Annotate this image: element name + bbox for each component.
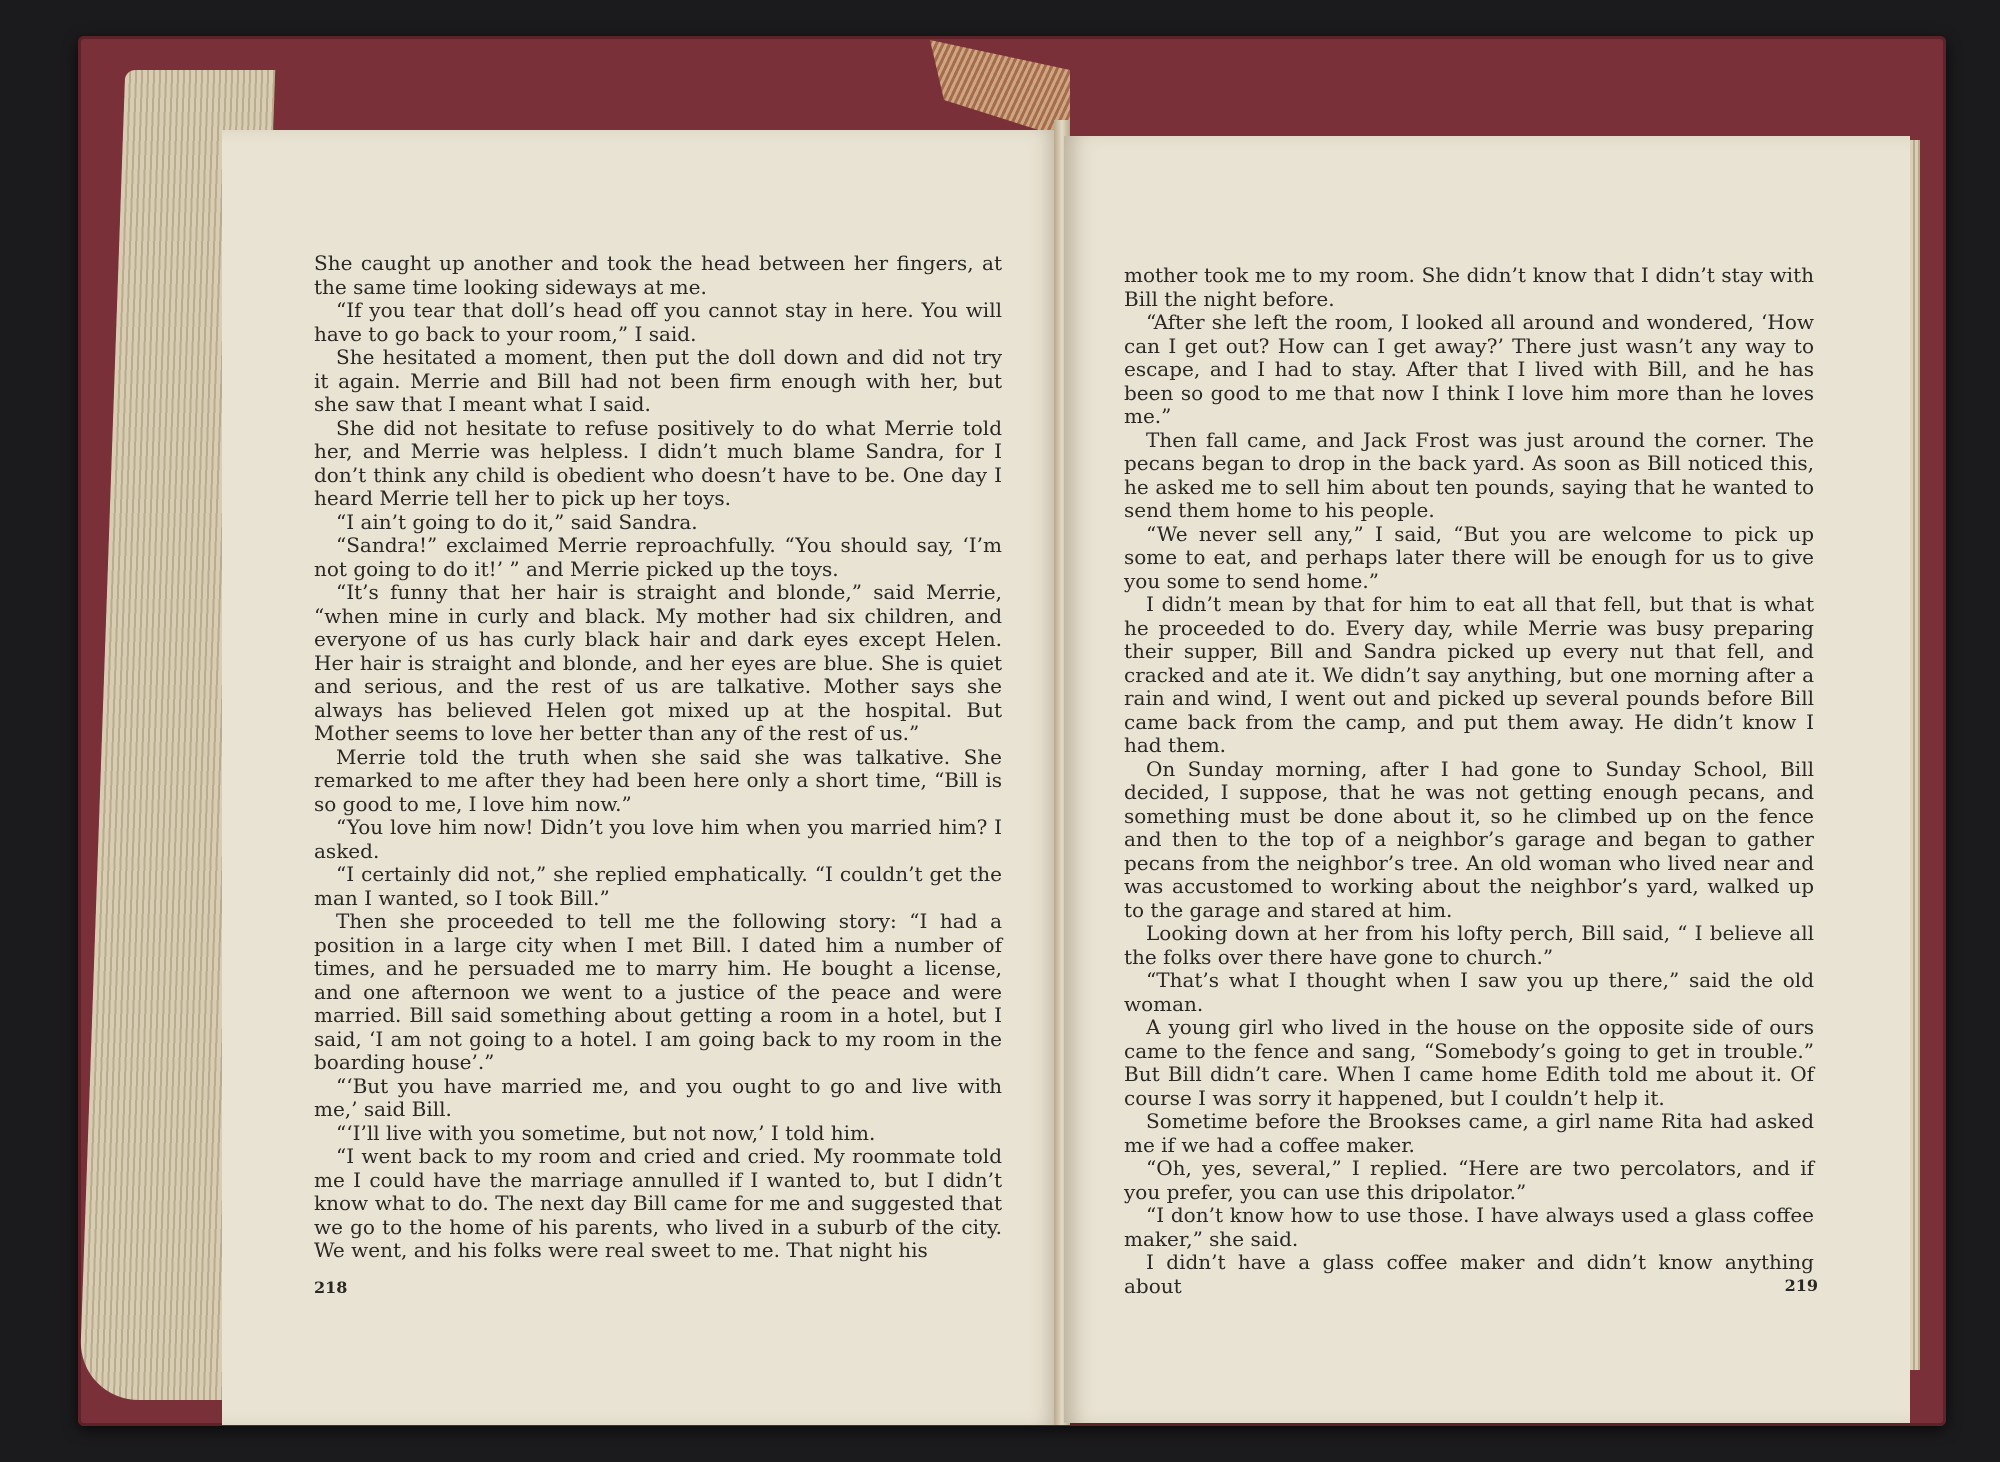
paragraph: “If you tear that doll’s head off you cannot stay in here. You will have to go back to your room,” I said. bbox=[314, 298, 1002, 346]
paragraph: She did not hesitate to refuse positively to do what Merrie told her, and Merrie was helpless. I didn’t much blame Sandra, for I don’t think any child is obedient who doesn’t have to be. One day I heard Merrie tell her to pick up her toys. bbox=[314, 415, 1002, 510]
paragraph: On Sunday morning, after I had gone to Sunday School, Bill decided, I suppose, that he was not getting enough pecans, and something must be done about it, so he climbed up on the fence and then to the top of a neighbor’s garage and began to gather pecans from the neighbor’s tree. An old woman who lived near and was accustomed to working about the neighbor’s yard, walked up to the garage and stared at him. bbox=[1124, 756, 1814, 922]
paragraph: “I went back to my room and cried and cried. My roommate told me I could have the marriage annulled if I wanted to, but I didn’t know what to do. The next day Bill came for me and suggested that we go to the home of his parents, who lived in a suburb of the city. We went, and his folks were real sweet to me. That night his bbox=[314, 1144, 1002, 1262]
paragraph: “‘But you have married me, and you ought to go and live with me,’ said Bill. bbox=[314, 1073, 1002, 1121]
paragraph: Then fall came, and Jack Frost was just around the corner. The pecans began to drop in the back yard. As soon as Bill noticed this, he asked me to sell him about ten pounds, saying that he wanted to send them home to his people. bbox=[1124, 427, 1814, 522]
paragraph: “Oh, yes, several,” I replied. “Here are two percolators, and if you prefer, you can use this dripolator.” bbox=[1124, 1156, 1814, 1204]
paragraph: “We never sell any,” I said, “But you are welcome to pick up some to eat, and perhaps later there will be enough for us to give you some to send home.” bbox=[1124, 521, 1814, 593]
left-page bbox=[222, 130, 1060, 1425]
paragraph: Merrie told the truth when she said she was talkative. She remarked to me after they had been here only a short time, “Bill is so good to me, I love him now.” bbox=[314, 744, 1002, 816]
paragraph: She caught up another and took the head between her fingers, at the same time looking sideways at me. bbox=[314, 251, 1002, 299]
paragraph: “‘I’ll live with you sometime, but not now,’ I told him. bbox=[336, 1120, 876, 1145]
paragraph: She hesitated a moment, then put the doll down and did not try it again. Merrie and Bill had not been firm enough with her, but she saw that I meant what I said. bbox=[314, 345, 1002, 416]
paragraph: A young girl who lived in the house on the opposite side of ours came to the fence and sang, “Somebody’s going to get in trouble.” But Bill didn’t care. When I came home Edith told me about it. Of course I was sorry it happened, but I couldn’t help it. bbox=[1124, 1015, 1814, 1110]
page-number-right: 219 bbox=[1784, 1275, 1818, 1295]
right-page bbox=[1064, 136, 1910, 1423]
paragraph: I didn’t mean by that for him to eat all that fell, but that is what he proceeded to do. Every day, while Merrie was busy preparing their supper, Bill and Sandra picked up every nut that fell, and cracked and ate it. We didn’t say anything, but one morning after a rain and wind, I went out and picked up several pounds before Bill came back from the camp, and put them away. He didn’t know I had them. bbox=[1124, 592, 1814, 757]
paragraph: mother took me to my room. She didn’t know that I didn’t stay with Bill the night before. bbox=[1124, 263, 1814, 311]
paragraph: Sometime before the Brookses came, a girl name Rita had asked me if we had a coffee maker. bbox=[1124, 1109, 1814, 1157]
paragraph: “It’s funny that her hair is straight and blonde,” said Merrie, “when mine in curly and black. My mother had six children, and everyone of us has curly black hair and dark eyes except Helen. Her hair is straight and blonde, and her eyes are blue. She is quiet and serious, and the rest of us are talkative. Mother says she always has believed Helen got mixed up at the hospital. But Mother seems to love her better than any of the rest of us.” bbox=[314, 580, 1002, 745]
page-number-left: 218 bbox=[314, 1277, 348, 1297]
paragraph: “Sandra!” exclaimed Merrie reproachfully. “You should say, ‘I’m not going to do it!’ ” and Merrie picked up the toys. bbox=[314, 533, 1002, 581]
paragraph: I didn’t have a glass coffee maker and didn’t know anything about bbox=[1124, 1250, 1814, 1298]
paragraph: “You love him now! Didn’t you love him when you married him? I asked. bbox=[314, 815, 1002, 863]
paragraph: “I ain’t going to do it,” said Sandra. bbox=[336, 509, 698, 534]
paragraph: “I certainly did not,” she replied emphatically. “I couldn’t get the man I wanted, so I took Bill.” bbox=[314, 862, 1002, 910]
paragraph: Then she proceeded to tell me the following story: “I had a position in a large city when I met Bill. I dated him a number of times, and he persuaded me to marry him. He bought a license, and one afternoon we went to a justice of the peace and were married. Bill said something about getting a room in a hotel, but I said, ‘I am not going to a hotel. I am going back to my room in the boarding house’.” bbox=[314, 909, 1002, 1074]
paragraph: “That’s what I thought when I saw you up there,” said the old woman. bbox=[1124, 968, 1814, 1016]
paragraph: “I don’t know how to use those. I have always used a glass coffee maker,” she said. bbox=[1124, 1203, 1814, 1251]
paragraph: Looking down at her from his lofty perch, Bill said, “ I believe all the folks over there have gone to church.” bbox=[1124, 921, 1814, 969]
paragraph: “After she left the room, I looked all around and wondered, ‘How can I get out? How can I get away?’ There just wasn’t any way to escape, and I had to stay. After that I lived with Bill, and he has been so good to me that now I think I love him more than he loves me.” bbox=[1124, 310, 1814, 428]
